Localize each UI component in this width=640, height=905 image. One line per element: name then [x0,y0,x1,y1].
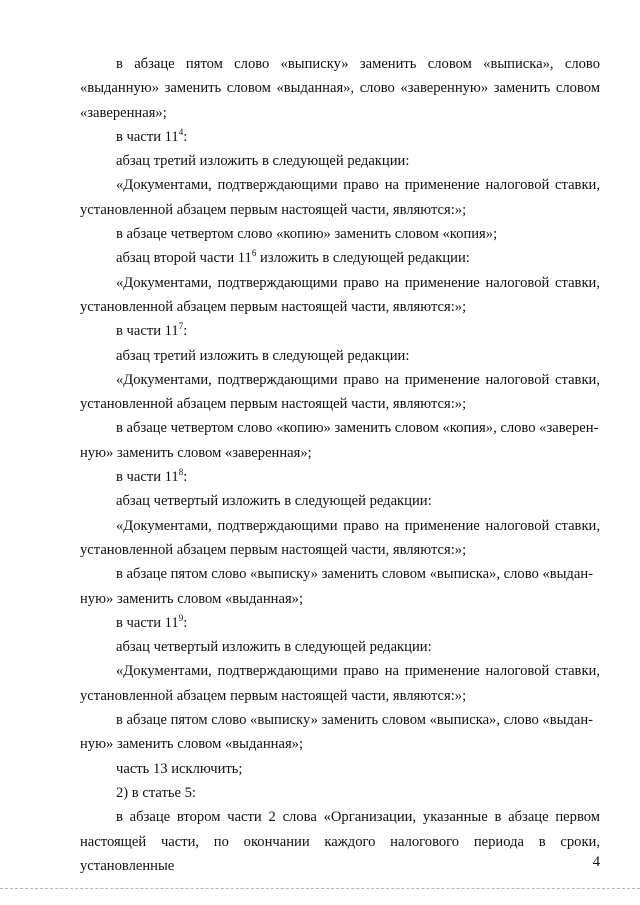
page-number: 4 [592,854,600,870]
paragraph-6: абзац второй части $11^6$ изложить в следующей редакции: [116,248,470,267]
paragraph-16: в части $11^9$: [116,612,188,631]
paragraph-21: 2) в статье 5: [116,784,196,801]
paragraph-12: в части $11^8$: [116,467,188,486]
paragraph-1: в абзаце пятом слово «выписку» заменить словом «выписка», слово «выданную» заменить словом «выданная», слово «заверенную» заменить словом «заверенная»; [80,56,600,121]
paragraph-10: «Документами, подтверждающими право на применение налоговой ставки, установленной абзацем первым настоящей части, являются:»; [80,371,600,413]
paragraph-19: в абзаце пятом слово «выписку» заменить словом «выписка», слово «выдан- ную» заменить словом «выданная»; [80,712,593,753]
paragraph-7: «Документами, подтверждающими право на применение налоговой ставки, установленной абзацем первым настоящей части, являются:»; [80,274,600,315]
paragraph-8: в части $11^7$: [116,321,188,340]
paragraph-13: абзац четвертый изложить в следующей редакции: [116,493,432,510]
document-body [80,52,600,878]
paragraph-2: в части $11^4$: [116,126,188,145]
paragraph-5: в абзаце четвертом слово «копию» заменить словом «копия»; [116,226,498,243]
superscript-6: 6 [251,248,257,259]
page-bottom-rule [0,888,640,889]
paragraph-11: в абзаце четвертом слово «копию» заменить словом «копия», слово «заверен- ную» заменить словом «заверенная»; [80,420,599,461]
paragraph-9: абзац третий изложить в следующей редакции: [116,347,410,364]
paragraph-17: абзац четвертый изложить в следующей редакции: [116,639,432,656]
superscript-7: 7 [178,321,184,332]
paragraph-15: в абзаце пятом слово «выписку» заменить словом «выписка», слово «выдан- ную» заменить словом «выданная»; [80,566,593,607]
paragraph-22: в абзаце втором части 2 слова «Организации, указанные в абзаце первом настоящей части, по окончании каждого налогового периода в сроки, установленные [80,809,600,874]
paragraph-18: «Документами, подтверждающими право на применение налоговой ставки, установленной абзацем первым настоящей части, являются:»; [80,663,600,704]
paragraph-3: абзац третий изложить в следующей редакции: [116,153,410,170]
superscript-8: 8 [178,467,184,478]
superscript-9: 9 [178,612,184,623]
paragraph-20: часть 13 исключить; [116,760,243,777]
superscript-4: 4 [178,126,184,137]
paragraph-14: «Документами, подтверждающими право на применение налоговой ставки, установленной абзацем первым настоящей части, являются:»; [80,517,600,558]
paragraph-4: «Документами, подтверждающими право на применение налоговой ставки, установленной абзацем первым настоящей части, являются:»; [80,177,600,218]
